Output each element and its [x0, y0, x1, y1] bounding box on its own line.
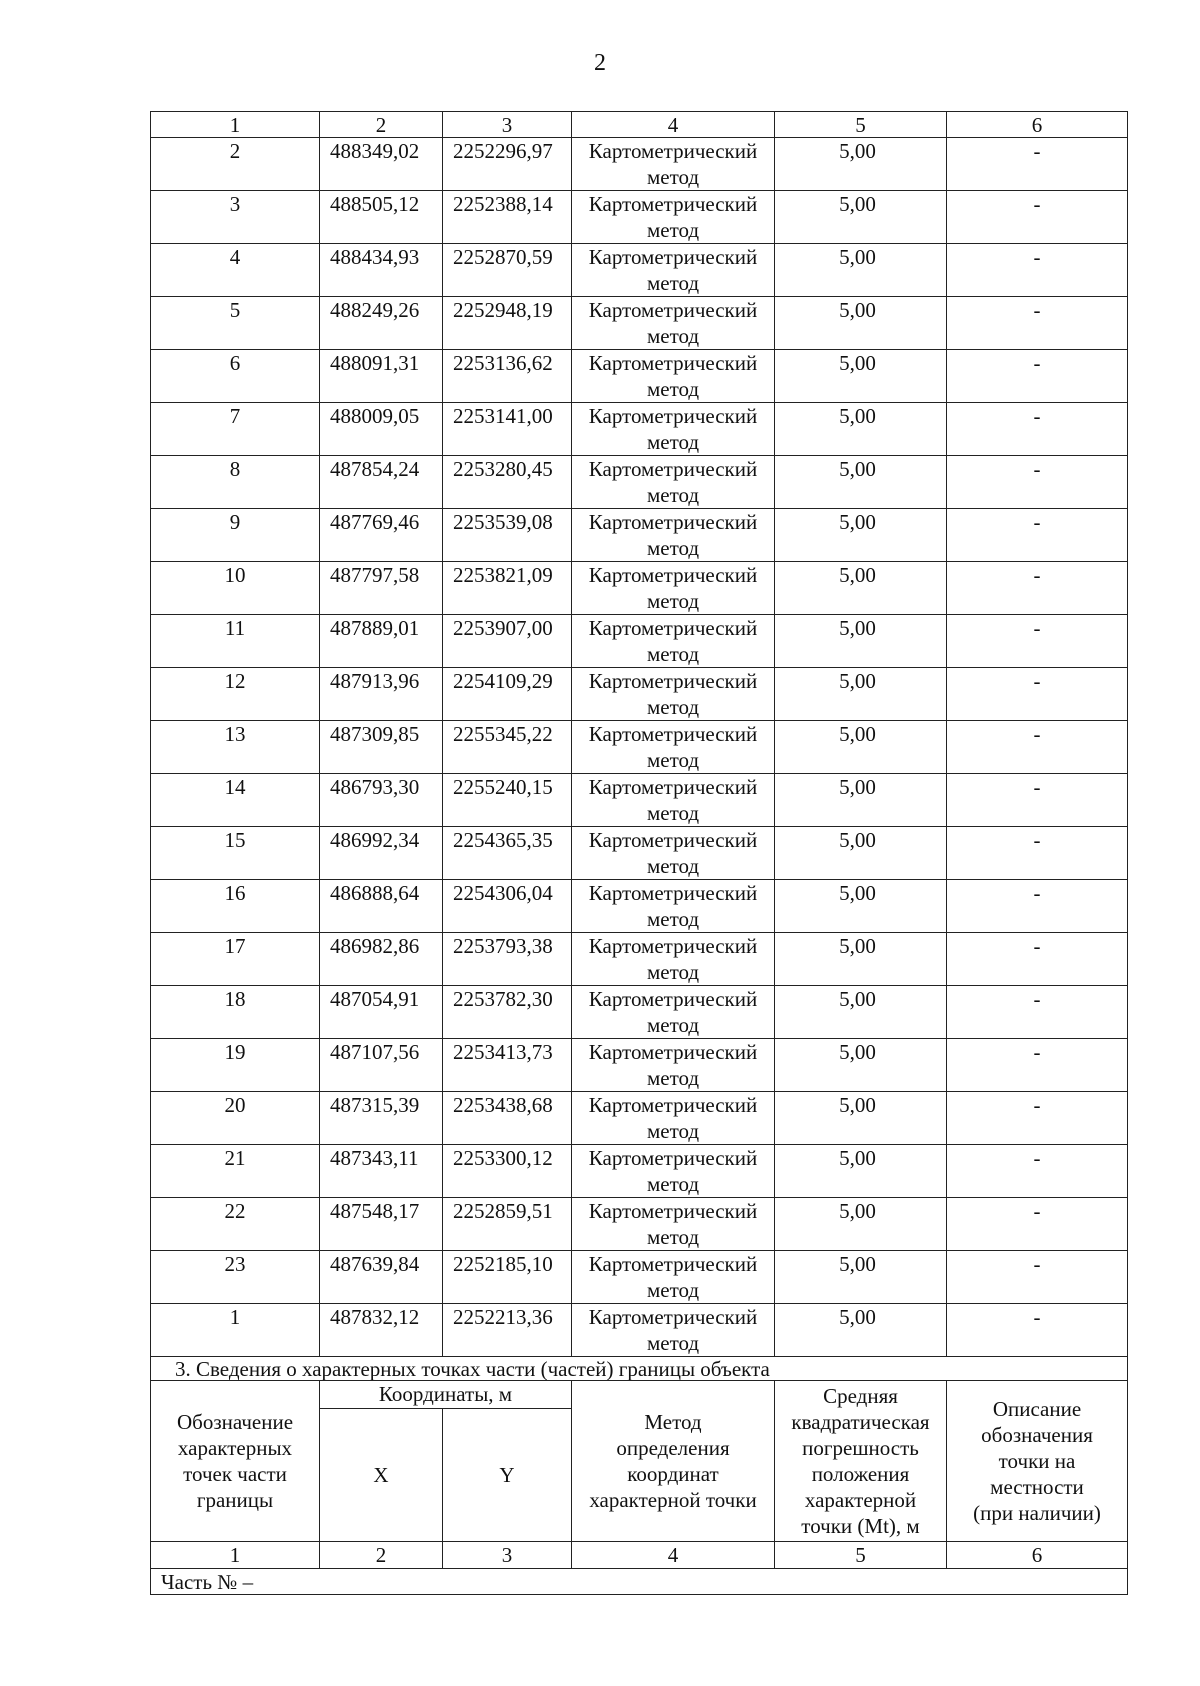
column-number: 4 — [572, 1542, 775, 1569]
method-line-2: метод — [646, 165, 700, 189]
coordinate-x: 487309,85 — [320, 721, 443, 774]
table-row — [151, 721, 1128, 774]
section-3-header-row — [151, 1381, 1128, 1409]
table-row — [151, 1198, 1128, 1251]
method-cell — [572, 509, 775, 562]
method-line-2: метод — [646, 960, 700, 984]
method-line-2: метод — [646, 1013, 700, 1037]
method-cell — [572, 668, 775, 721]
coordinate-y: 2253821,09 — [443, 562, 572, 615]
point-designation: 16 — [151, 880, 320, 933]
point-description: - — [947, 933, 1128, 986]
column-number: 2 — [320, 1542, 443, 1569]
method-cell — [572, 456, 775, 509]
mean-square-error: 5,00 — [775, 1251, 947, 1304]
point-description: - — [947, 1251, 1128, 1304]
method-line-2: метод — [646, 1331, 700, 1355]
coordinate-y: 2253413,73 — [443, 1039, 572, 1092]
table-row — [151, 456, 1128, 509]
point-description: - — [947, 403, 1128, 456]
method-cell — [572, 1145, 775, 1198]
mean-square-error: 5,00 — [775, 668, 947, 721]
coordinate-x: 487548,17 — [320, 1198, 443, 1251]
column-number: 2 — [320, 112, 443, 138]
method-line-2: метод — [646, 589, 700, 613]
point-designation: 17 — [151, 933, 320, 986]
mean-square-error: 5,00 — [775, 403, 947, 456]
table-row — [151, 138, 1128, 191]
mean-square-error: 5,00 — [775, 1092, 947, 1145]
table-row — [151, 1039, 1128, 1092]
point-description: - — [947, 668, 1128, 721]
point-designation: 6 — [151, 350, 320, 403]
coordinate-x: 487054,91 — [320, 986, 443, 1039]
method-line-2: метод — [646, 1172, 700, 1196]
part-label: Часть № – — [151, 1569, 1128, 1595]
coordinate-x: 487107,56 — [320, 1039, 443, 1092]
method-cell — [572, 880, 775, 933]
part-row — [151, 1569, 1128, 1595]
header-coordinates: Координаты, м — [320, 1381, 572, 1409]
method-line-1: Картометрический — [588, 351, 758, 375]
mean-square-error: 5,00 — [775, 721, 947, 774]
coordinate-x: 488249,26 — [320, 297, 443, 350]
coordinate-y: 2254365,35 — [443, 827, 572, 880]
coordinate-x: 488434,93 — [320, 244, 443, 297]
section-3-title: 3. Сведения о характерных точках части (частей) границы объекта — [151, 1357, 1128, 1381]
point-description: - — [947, 1092, 1128, 1145]
method-line-1: Картометрический — [588, 404, 758, 428]
column-number: 1 — [151, 112, 320, 138]
method-line-1: Картометрический — [588, 881, 758, 905]
coordinate-y: 2253136,62 — [443, 350, 572, 403]
header-point-designation: Обозначение характерных точек части границы — [151, 1381, 320, 1542]
coordinate-x: 486793,30 — [320, 774, 443, 827]
method-cell — [572, 350, 775, 403]
coordinate-y: 2253280,45 — [443, 456, 572, 509]
coordinate-y: 2253141,00 — [443, 403, 572, 456]
method-cell — [572, 827, 775, 880]
method-cell — [572, 191, 775, 244]
table-row — [151, 191, 1128, 244]
column-number: 3 — [443, 1542, 572, 1569]
point-designation: 8 — [151, 456, 320, 509]
column-number: 5 — [775, 112, 947, 138]
table-row — [151, 350, 1128, 403]
method-cell — [572, 562, 775, 615]
method-line-1: Картометрический — [588, 245, 758, 269]
method-line-2: метод — [646, 1066, 700, 1090]
method-line-1: Картометрический — [588, 563, 758, 587]
coordinate-y: 2252213,36 — [443, 1304, 572, 1357]
method-cell — [572, 933, 775, 986]
method-line-1: Картометрический — [588, 1040, 758, 1064]
method-cell — [572, 986, 775, 1039]
method-cell — [572, 1304, 775, 1357]
mean-square-error: 5,00 — [775, 456, 947, 509]
column-number: 3 — [443, 112, 572, 138]
method-line-2: метод — [646, 642, 700, 666]
coordinate-x: 488091,31 — [320, 350, 443, 403]
mean-square-error: 5,00 — [775, 1304, 947, 1357]
method-line-2: метод — [646, 1225, 700, 1249]
method-line-1: Картометрический — [588, 1252, 758, 1276]
method-line-2: метод — [646, 324, 700, 348]
table-row — [151, 1304, 1128, 1357]
coordinate-x: 486982,86 — [320, 933, 443, 986]
coordinate-x: 487889,01 — [320, 615, 443, 668]
method-line-2: метод — [646, 483, 700, 507]
method-line-1: Картометрический — [588, 934, 758, 958]
method-line-1: Картометрический — [588, 1146, 758, 1170]
method-cell — [572, 297, 775, 350]
method-cell — [572, 1039, 775, 1092]
header-method: Метод определения координат характерной точки — [572, 1381, 775, 1542]
point-designation: 14 — [151, 774, 320, 827]
method-line-1: Картометрический — [588, 1305, 758, 1329]
section-3-column-number-row — [151, 1542, 1128, 1569]
mean-square-error: 5,00 — [775, 615, 947, 668]
point-designation: 9 — [151, 509, 320, 562]
point-designation: 23 — [151, 1251, 320, 1304]
coordinate-x: 487913,96 — [320, 668, 443, 721]
column-number: 1 — [151, 1542, 320, 1569]
coordinate-x: 487639,84 — [320, 1251, 443, 1304]
method-line-2: метод — [646, 854, 700, 878]
point-designation: 4 — [151, 244, 320, 297]
method-line-2: метод — [646, 695, 700, 719]
point-description: - — [947, 350, 1128, 403]
column-number: 4 — [572, 112, 775, 138]
coordinate-x: 486992,34 — [320, 827, 443, 880]
coordinate-y: 2252859,51 — [443, 1198, 572, 1251]
header-x: X — [320, 1408, 443, 1541]
method-line-2: метод — [646, 377, 700, 401]
method-cell — [572, 138, 775, 191]
mean-square-error: 5,00 — [775, 986, 947, 1039]
table-row — [151, 668, 1128, 721]
page-number: 2 — [594, 50, 606, 76]
column-number: 6 — [947, 1542, 1128, 1569]
mean-square-error: 5,00 — [775, 509, 947, 562]
method-line-2: метод — [646, 748, 700, 772]
table-row — [151, 827, 1128, 880]
mean-square-error: 5,00 — [775, 562, 947, 615]
table-row — [151, 509, 1128, 562]
method-cell — [572, 1198, 775, 1251]
mean-square-error: 5,00 — [775, 1198, 947, 1251]
point-description: - — [947, 1198, 1128, 1251]
header-y: Y — [443, 1408, 572, 1541]
point-description: - — [947, 827, 1128, 880]
table-row — [151, 880, 1128, 933]
header-mean-square-error: Средняя квадратическая погрешность положения характерной точки (Mt), м — [775, 1381, 947, 1542]
mean-square-error: 5,00 — [775, 138, 947, 191]
method-line-2: метод — [646, 430, 700, 454]
method-line-1: Картометрический — [588, 775, 758, 799]
point-description: - — [947, 721, 1128, 774]
method-cell — [572, 1092, 775, 1145]
mean-square-error: 5,00 — [775, 1145, 947, 1198]
point-description: - — [947, 774, 1128, 827]
method-line-1: Картометрический — [588, 510, 758, 534]
table-row — [151, 562, 1128, 615]
coordinate-y: 2253782,30 — [443, 986, 572, 1039]
method-line-2: метод — [646, 1278, 700, 1302]
point-description: - — [947, 562, 1128, 615]
point-description: - — [947, 1304, 1128, 1357]
method-cell — [572, 403, 775, 456]
method-line-1: Картометрический — [588, 669, 758, 693]
coordinate-x: 488505,12 — [320, 191, 443, 244]
coordinate-x: 486888,64 — [320, 880, 443, 933]
point-description: - — [947, 986, 1128, 1039]
mean-square-error: 5,00 — [775, 191, 947, 244]
method-line-1: Картометрический — [588, 987, 758, 1011]
coordinate-y: 2255345,22 — [443, 721, 572, 774]
coordinate-x: 487769,46 — [320, 509, 443, 562]
point-designation: 13 — [151, 721, 320, 774]
point-designation: 11 — [151, 615, 320, 668]
table-row — [151, 403, 1128, 456]
method-line-1: Картометрический — [588, 828, 758, 852]
method-line-2: метод — [646, 271, 700, 295]
coordinate-y: 2253539,08 — [443, 509, 572, 562]
point-designation: 22 — [151, 1198, 320, 1251]
method-cell — [572, 721, 775, 774]
coordinate-x: 487315,39 — [320, 1092, 443, 1145]
mean-square-error: 5,00 — [775, 880, 947, 933]
point-designation: 21 — [151, 1145, 320, 1198]
mean-square-error: 5,00 — [775, 350, 947, 403]
point-designation: 20 — [151, 1092, 320, 1145]
point-description: - — [947, 880, 1128, 933]
column-number-row — [151, 112, 1128, 138]
coordinate-y: 2252948,19 — [443, 297, 572, 350]
coordinate-x: 487343,11 — [320, 1145, 443, 1198]
method-line-2: метод — [646, 801, 700, 825]
coordinate-y: 2254306,04 — [443, 880, 572, 933]
point-designation: 2 — [151, 138, 320, 191]
method-line-1: Картометрический — [588, 616, 758, 640]
point-designation: 5 — [151, 297, 320, 350]
method-cell — [572, 615, 775, 668]
method-cell — [572, 774, 775, 827]
method-line-1: Картометрический — [588, 722, 758, 746]
mean-square-error: 5,00 — [775, 244, 947, 297]
method-line-1: Картометрический — [588, 298, 758, 322]
coordinate-y: 2253300,12 — [443, 1145, 572, 1198]
point-designation: 19 — [151, 1039, 320, 1092]
coordinate-y: 2253907,00 — [443, 615, 572, 668]
table-row — [151, 986, 1128, 1039]
method-line-2: метод — [646, 907, 700, 931]
point-designation: 7 — [151, 403, 320, 456]
section-3-title-row — [151, 1357, 1128, 1381]
mean-square-error: 5,00 — [775, 297, 947, 350]
coordinate-y: 2252388,14 — [443, 191, 572, 244]
table-row — [151, 1145, 1128, 1198]
method-line-1: Картометрический — [588, 1199, 758, 1223]
coordinate-y: 2253793,38 — [443, 933, 572, 986]
point-designation: 12 — [151, 668, 320, 721]
point-description: - — [947, 244, 1128, 297]
points-table — [150, 111, 1128, 1595]
point-designation: 18 — [151, 986, 320, 1039]
column-number: 5 — [775, 1542, 947, 1569]
table-row — [151, 933, 1128, 986]
point-description: - — [947, 1145, 1128, 1198]
method-cell — [572, 1251, 775, 1304]
point-designation: 15 — [151, 827, 320, 880]
coordinate-y: 2252185,10 — [443, 1251, 572, 1304]
mean-square-error: 5,00 — [775, 827, 947, 880]
point-description: - — [947, 509, 1128, 562]
table-row — [151, 244, 1128, 297]
coordinate-y: 2252296,97 — [443, 138, 572, 191]
coordinate-x: 488009,05 — [320, 403, 443, 456]
coordinate-y: 2252870,59 — [443, 244, 572, 297]
method-line-2: метод — [646, 536, 700, 560]
table-row — [151, 1251, 1128, 1304]
method-cell — [572, 244, 775, 297]
table-row — [151, 297, 1128, 350]
coordinate-x: 487832,12 — [320, 1304, 443, 1357]
method-line-1: Картометрический — [588, 139, 758, 163]
method-line-2: метод — [646, 1119, 700, 1143]
point-description: - — [947, 456, 1128, 509]
point-designation: 3 — [151, 191, 320, 244]
point-description: - — [947, 191, 1128, 244]
point-designation: 1 — [151, 1304, 320, 1357]
column-number: 6 — [947, 112, 1128, 138]
method-line-1: Картометрический — [588, 192, 758, 216]
point-designation: 10 — [151, 562, 320, 615]
method-line-2: метод — [646, 218, 700, 242]
mean-square-error: 5,00 — [775, 1039, 947, 1092]
coordinate-y: 2254109,29 — [443, 668, 572, 721]
table-row — [151, 774, 1128, 827]
table-row — [151, 615, 1128, 668]
mean-square-error: 5,00 — [775, 933, 947, 986]
table-row — [151, 1092, 1128, 1145]
coordinate-y: 2253438,68 — [443, 1092, 572, 1145]
method-line-1: Картометрический — [588, 457, 758, 481]
point-description: - — [947, 297, 1128, 350]
method-line-1: Картометрический — [588, 1093, 758, 1117]
header-description: Описание обозначения точки на местности (при наличии) — [947, 1381, 1128, 1542]
point-description: - — [947, 1039, 1128, 1092]
coordinate-x: 487797,58 — [320, 562, 443, 615]
mean-square-error: 5,00 — [775, 774, 947, 827]
coordinate-x: 488349,02 — [320, 138, 443, 191]
coordinate-y: 2255240,15 — [443, 774, 572, 827]
point-description: - — [947, 138, 1128, 191]
point-description: - — [947, 615, 1128, 668]
coordinate-x: 487854,24 — [320, 456, 443, 509]
